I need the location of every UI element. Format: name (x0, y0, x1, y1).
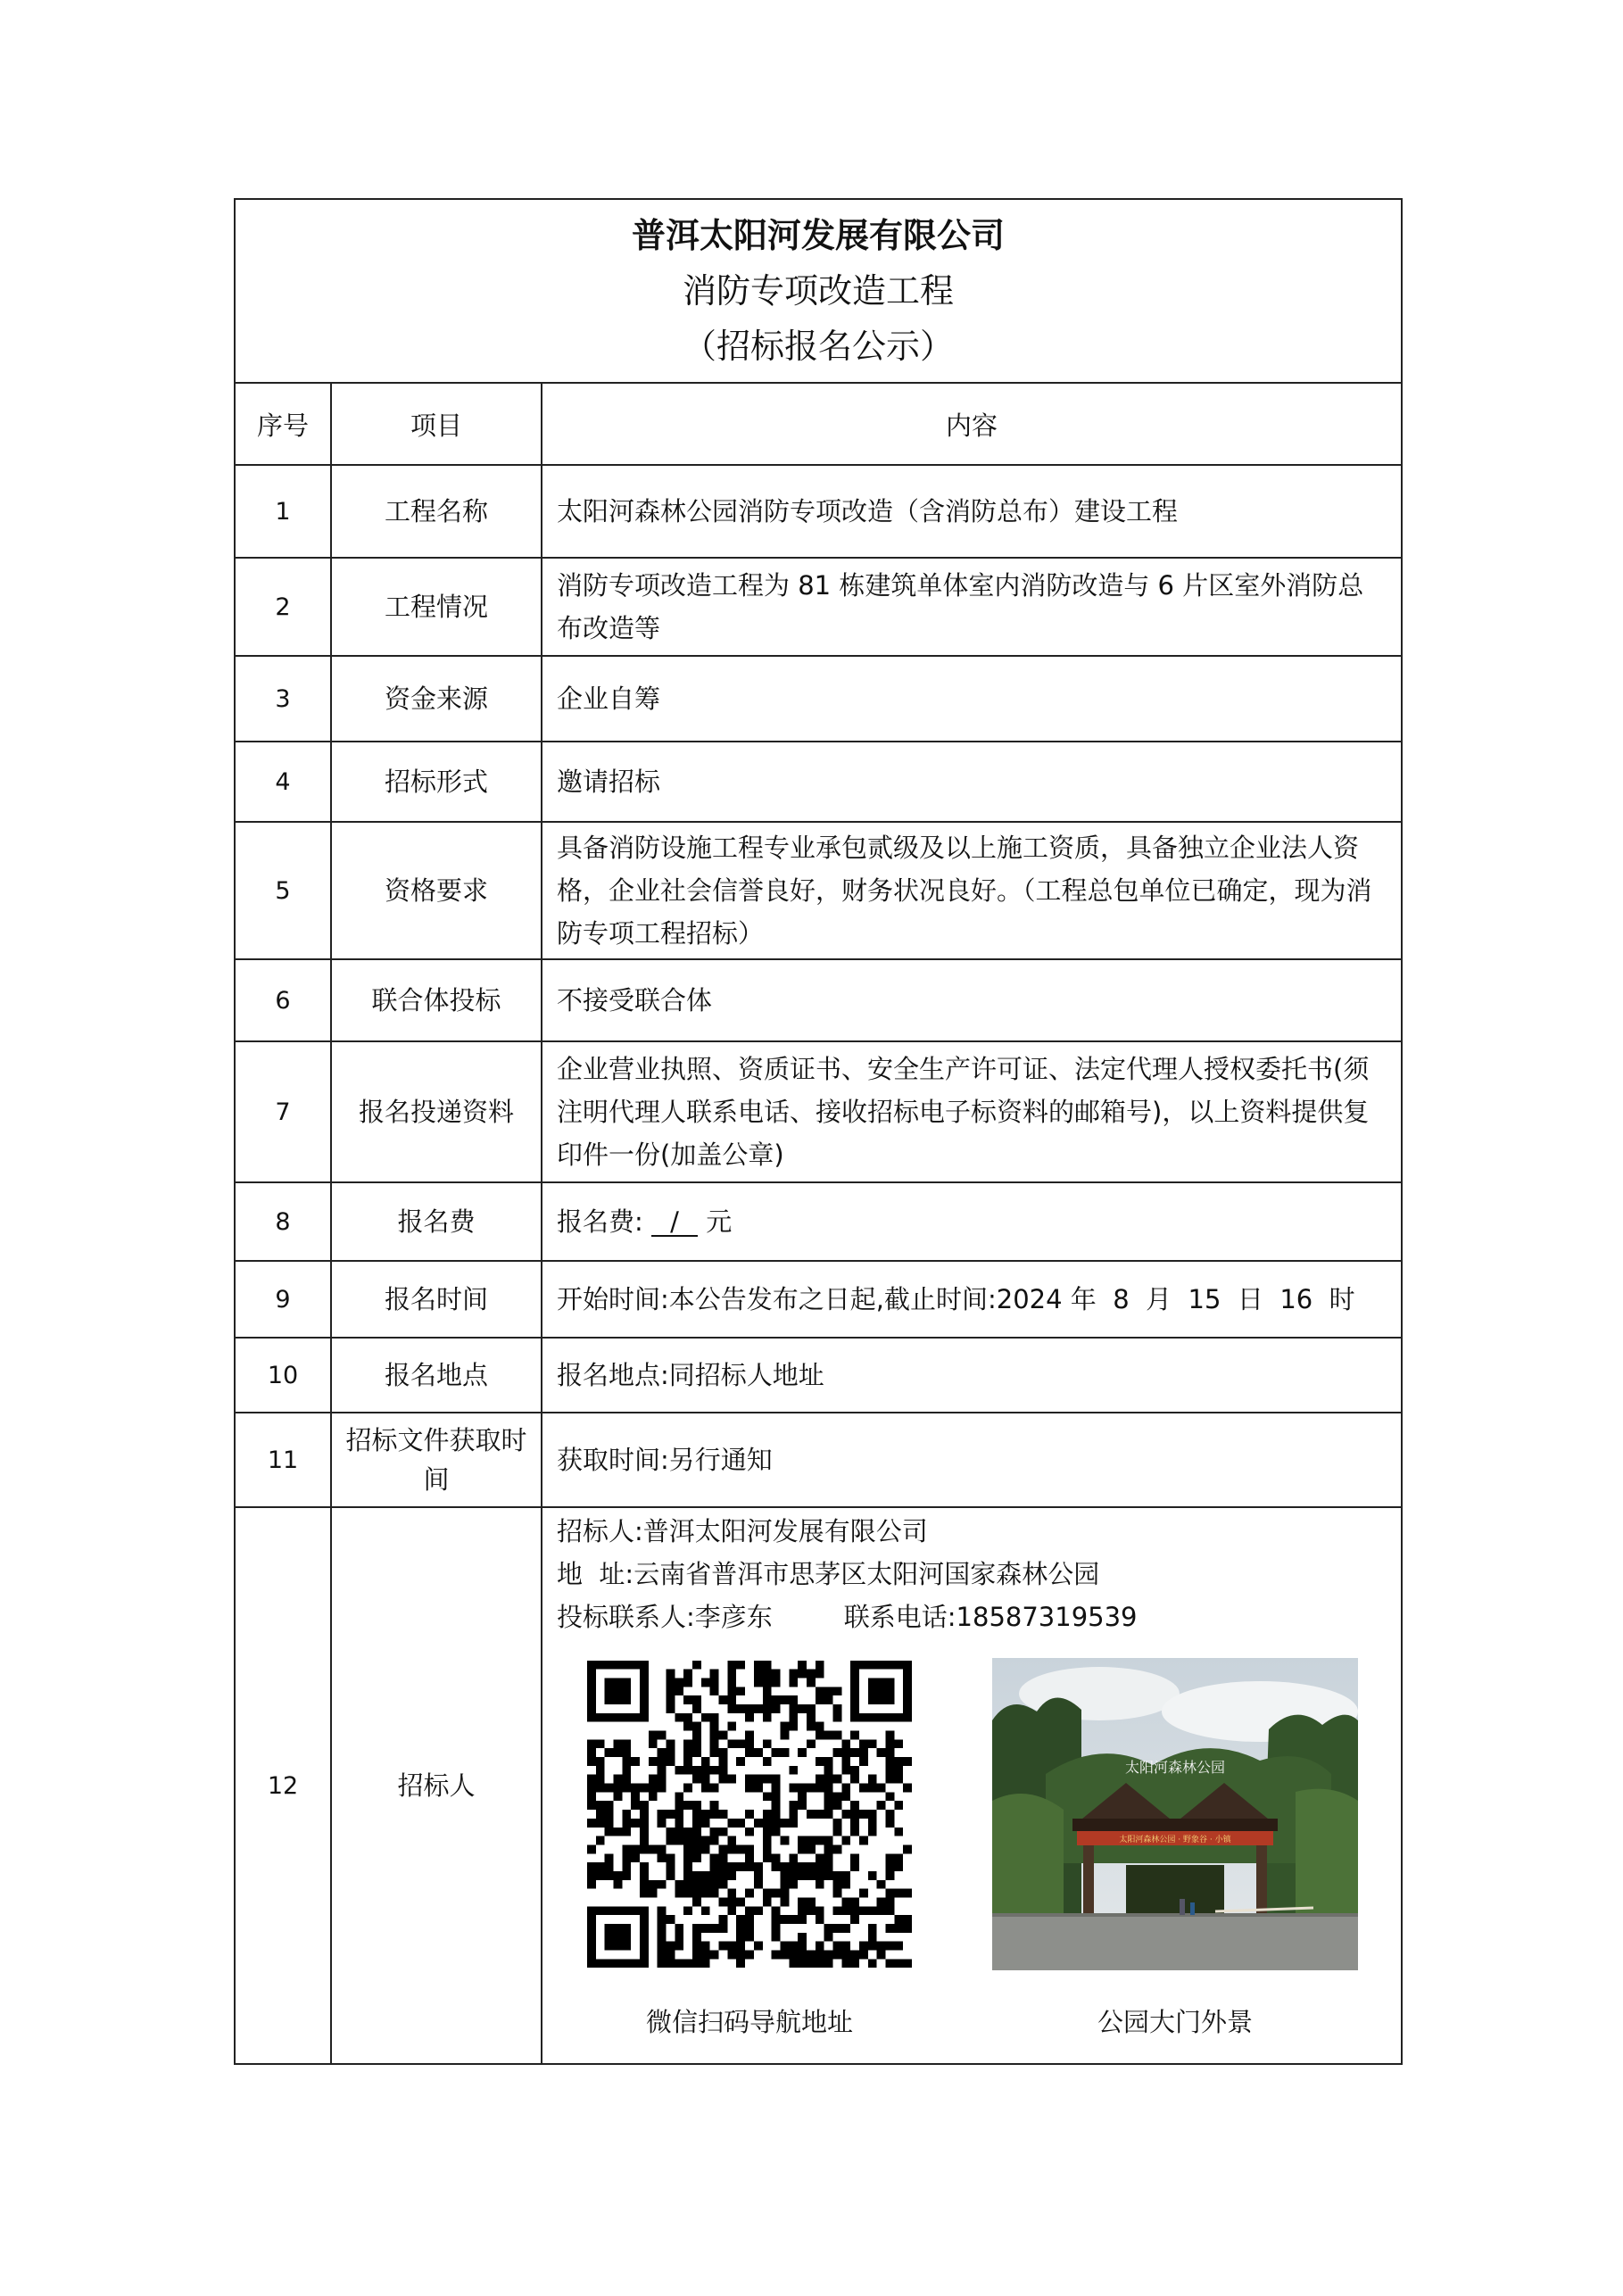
qr-code[interactable] (587, 1658, 912, 1970)
row-content: 开始时间:本公告发布之日起,截止时间:2024 年 8 月 15 日 16 时 (542, 1261, 1402, 1338)
row-content: 太阳河森林公园消防专项改造（含消防总布）建设工程 (542, 465, 1402, 558)
row-item: 报名投递资料 (331, 1041, 542, 1182)
row-num: 2 (235, 558, 331, 656)
row-content: 获取时间:另行通知 (542, 1413, 1402, 1507)
row-num: 5 (235, 822, 331, 959)
row-item: 资格要求 (331, 822, 542, 959)
title-block (235, 199, 1402, 383)
row-num: 1 (235, 465, 331, 558)
row-item: 招标形式 (331, 742, 542, 822)
table-row (235, 656, 1402, 742)
table-row (235, 1338, 1402, 1413)
notice-table (234, 198, 1403, 2065)
row-num: 3 (235, 656, 331, 742)
tenderer-address: 地 址:云南省普洱市思茅区太阳河国家森林公园 (557, 1559, 1100, 1589)
row-content: 企业营业执照、资质证书、安全生产许可证、法定代理人授权委托书(须注明代理人联系电话、接收招标电子标资料的邮箱号)，以上资料提供复印件一份(加盖公章) (542, 1041, 1402, 1182)
photo-block (992, 1658, 1358, 2040)
row-content: 消防专项改造工程为 81 栋建筑单体室内消防改造与 6 片区室外消防总布改造等 (542, 558, 1402, 656)
table-row (235, 465, 1402, 558)
row-item: 资金来源 (331, 656, 542, 742)
qr-block (587, 1658, 912, 2040)
row-num: 4 (235, 742, 331, 822)
table-row (235, 1182, 1402, 1261)
fee-blank: / (651, 1208, 698, 1237)
row-item: 工程情况 (331, 558, 542, 656)
contact-phone: 联系电话:18587319539 (843, 1602, 1138, 1632)
table-row (235, 1413, 1402, 1507)
row-item: 联合体投标 (331, 959, 542, 1041)
row-num: 12 (235, 1507, 331, 2064)
row-item: 报名时间 (331, 1261, 542, 1338)
table-row (235, 1041, 1402, 1182)
fee-unit: 元 (706, 1206, 733, 1237)
row-num: 7 (235, 1041, 331, 1182)
row-item: 报名地点 (331, 1338, 542, 1413)
table-header-row (235, 383, 1402, 465)
contact-person: 投标联系人:李彦东 (557, 1602, 773, 1632)
qr-caption: 微信扫码导航地址 (645, 2007, 853, 2037)
media-row (557, 1658, 1388, 2040)
row-item: 报名费 (331, 1182, 542, 1261)
row-num: 8 (235, 1182, 331, 1261)
row-item: 工程名称 (331, 465, 542, 558)
company-title: 普洱太阳河发展有限公司 (631, 216, 1005, 255)
tenderer-name: 招标人:普洱太阳河发展有限公司 (557, 1516, 928, 1546)
contact-line (557, 1596, 1388, 1638)
header-num: 序号 (235, 383, 331, 465)
row-num: 10 (235, 1338, 331, 1413)
row-content: 不接受联合体 (542, 959, 1402, 1041)
photo-caption: 公园大门外景 (1097, 2007, 1253, 2037)
row-content: 邀请招标 (542, 742, 1402, 822)
row-num: 9 (235, 1261, 331, 1338)
header-content: 内容 (542, 383, 1402, 465)
row-content: 报名地点:同招标人地址 (542, 1338, 1402, 1413)
project-title: 消防专项改造工程 (682, 271, 954, 311)
row-content (542, 1182, 1402, 1261)
row-num: 11 (235, 1413, 331, 1507)
park-gate-photo (992, 1658, 1358, 1970)
table-row (235, 1507, 1402, 2064)
table-row (235, 742, 1402, 822)
fee-label: 报名费: (557, 1206, 643, 1237)
gate-sign: 太阳河森林公园 (1124, 1759, 1226, 1776)
table-row (235, 1261, 1402, 1338)
gate-banner: 太阳河森林公园 · 野象谷 · 小镇 (1119, 1836, 1231, 1844)
row-item: 招标文件获取时间 (331, 1413, 542, 1507)
table-row (235, 959, 1402, 1041)
row-content: 具备消防设施工程专业承包贰级及以上施工资质，具备独立企业法人资格，企业社会信誉良好，财务状况良好。（工程总包单位已确定，现为消防专项工程招标） (542, 822, 1402, 959)
row-num: 6 (235, 959, 331, 1041)
header-item: 项目 (331, 383, 542, 465)
row-content: 企业自筹 (542, 656, 1402, 742)
tenderer-cell (542, 1507, 1402, 2064)
row-item: 招标人 (331, 1507, 542, 2064)
notice-subtitle: （招标报名公示） (682, 327, 954, 366)
table-row (235, 558, 1402, 656)
table-row (235, 822, 1402, 959)
notice-sheet (234, 198, 1403, 2065)
